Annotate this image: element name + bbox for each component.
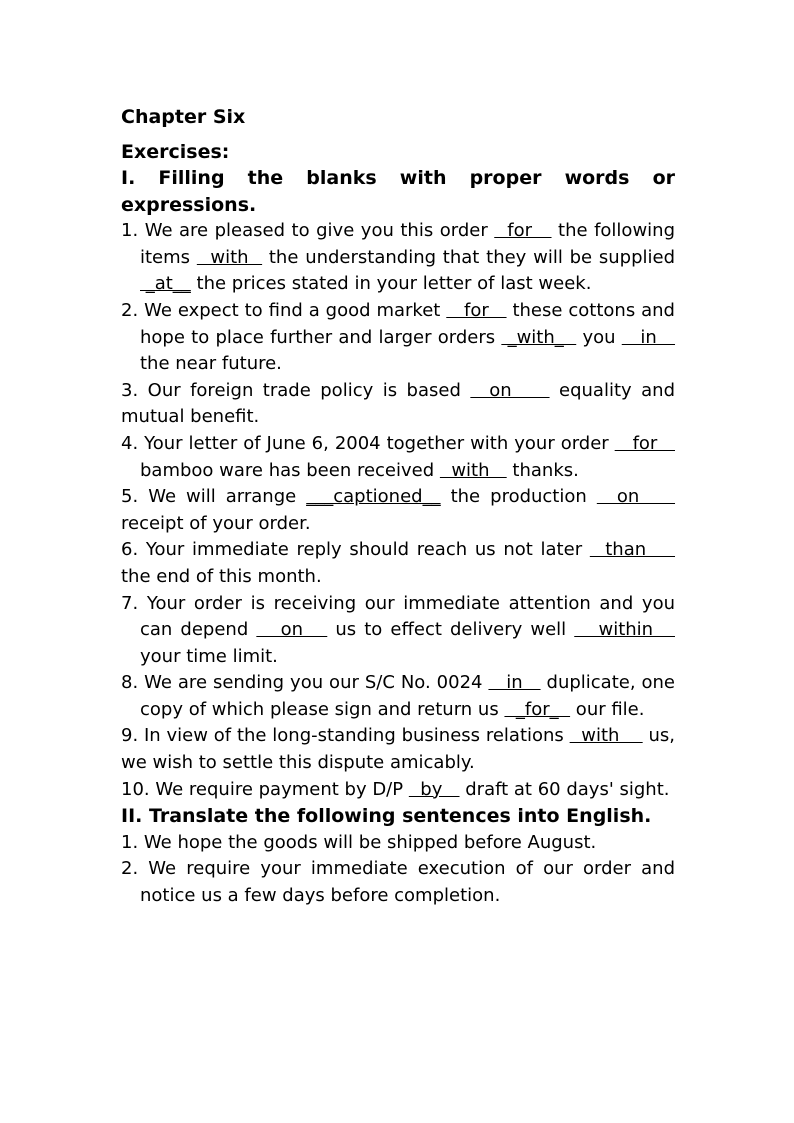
blank-answer: _with_ [501,326,577,348]
item-text: us, we wish to settle this dispute amicably. [121,725,675,774]
blank-answer: in [488,672,541,694]
item-number: 8. [121,672,139,694]
blank-answer: on [470,379,550,401]
section-2-heading: II. Translate the following sentences into English. [121,805,652,828]
item-text: In view of the long-standing business relations [138,725,570,747]
exercise-item [121,218,675,298]
item-text: the production [440,486,597,508]
blank-answer: in [621,326,676,348]
item-number: 10. [121,778,150,800]
item-number: 9. [121,725,139,747]
blank-answer: for [614,432,675,454]
item-text: the understanding that they will be supplied [262,246,676,268]
item-number: 6. [121,539,139,561]
item-text: us to effect delivery well [327,619,575,641]
item-text: draft at 60 days' sight. [459,778,670,800]
exercise-item [121,484,675,537]
item-text: Our foreign trade policy is based [138,379,471,401]
blank-answer: on [596,486,676,508]
item-text: these cottons and hope to place further and larger orders [140,299,675,348]
exercise-item [121,591,675,671]
exercises-heading: Exercises: [121,141,230,163]
blank-answer: for [446,299,507,321]
translation-item [121,830,675,857]
exercise-item [121,298,675,378]
blank-answer: for [494,220,552,242]
section-1-items [121,218,675,803]
item-text: We require your immediate execution of our order and notice us a few days before completion. [138,858,675,907]
blank-answer: by [408,778,460,800]
blank-answer: within [574,619,675,641]
item-text: the prices stated in your letter of last week. [190,273,592,295]
item-text: you [576,326,622,348]
item-text: thanks. [506,459,579,481]
item-number: 4. [121,432,139,454]
exercise-item [121,431,675,484]
item-number: 2. [121,858,139,880]
blank-answer: with [196,246,263,268]
item-text: the end of this month. [121,565,322,587]
item-text: Your order is receiving our immediate attention and you can depend [138,592,675,641]
blank-answer: _for_ [504,698,571,720]
item-number: 1. [121,831,139,853]
item-number: 3. [121,379,139,401]
section-2-items [121,830,675,910]
item-text: Your letter of June 6, 2004 together with your order [138,432,615,454]
exercise-item [121,777,675,804]
exercise-item [121,723,675,776]
item-text: bamboo ware has been received [140,459,440,481]
item-text: We are pleased to give you this order [138,220,495,242]
item-text: receipt of your order. [121,512,311,534]
blank-answer: with [569,725,643,747]
item-number: 5. [121,486,139,508]
item-text: equality and mutual benefit. [121,379,675,428]
document-page [121,104,675,910]
exercise-item [121,378,675,431]
blank-answer: on [256,619,328,641]
item-text: We are sending you our S/C No. 0024 [138,672,489,694]
blank-answer: than [589,539,676,561]
item-text: We expect to find a good market [138,299,447,321]
item-number: 1. [121,220,139,242]
item-text: We hope the goods will be shipped before August. [138,831,597,853]
blank-answer: with [439,459,507,481]
translation-item [121,856,675,909]
section-1-heading: I. Filling the blanks with proper words or expressions. [121,167,675,216]
item-text: the near future. [140,353,282,375]
chapter-title: Chapter Six [121,106,246,128]
item-text: duplicate, one copy of which please sign and return us [140,672,676,720]
item-text: your time limit. [140,645,278,667]
item-number: 7. [121,592,139,614]
item-number: 2. [121,299,139,321]
item-text: We require payment by D/P [149,778,409,800]
item-text: the following items [140,220,676,268]
exercise-item [121,670,675,723]
blank-answer: ___captioned__ [306,486,441,508]
blank-answer: _at__ [140,273,191,295]
exercise-item [121,537,675,590]
item-text: We will arrange [138,486,307,508]
item-text: our file. [570,698,645,720]
item-text: Your immediate reply should reach us not later [138,539,590,561]
